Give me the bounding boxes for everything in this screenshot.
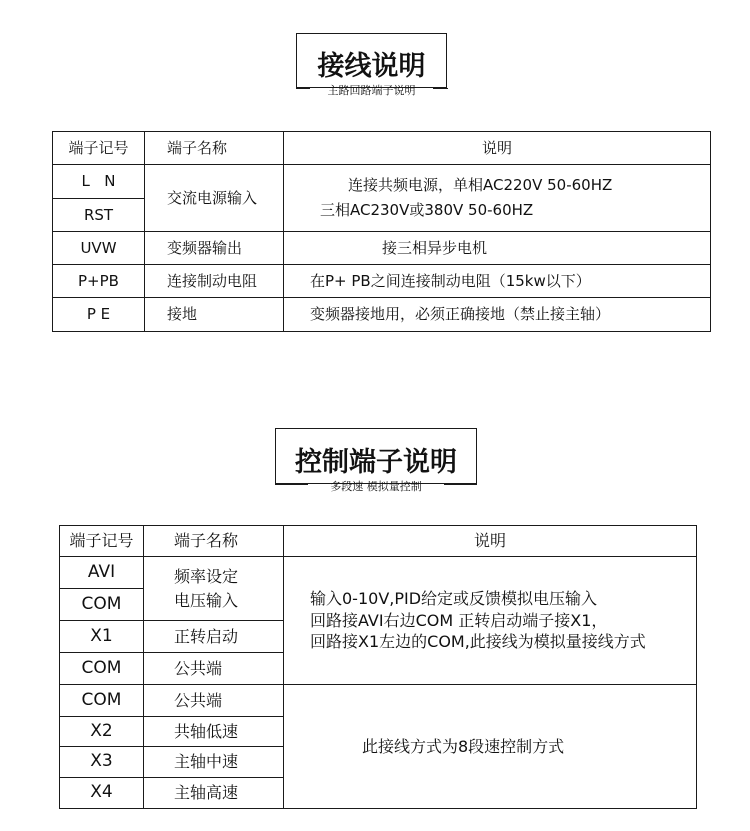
table-header-row xyxy=(60,526,697,557)
terminal-symbol: L N xyxy=(53,165,145,199)
section2-subtitle: 多段速 模拟量控制 xyxy=(330,480,422,493)
terminal-symbol: AVI xyxy=(60,557,144,589)
terminal-symbol: X2 xyxy=(60,717,144,747)
control-terminal-table xyxy=(59,525,697,809)
terminal-symbol: RST xyxy=(53,199,145,232)
terminal-name: 公共端 xyxy=(144,653,284,685)
terminal-desc: 接三相异步电机 xyxy=(284,232,711,265)
terminal-symbol: COM xyxy=(60,685,144,717)
terminal-name: 接地 xyxy=(145,298,284,332)
main-circuit-table xyxy=(52,131,711,332)
terminal-name: 变频器输出 xyxy=(145,232,284,265)
table-header-row xyxy=(53,132,711,165)
terminal-symbol: P E xyxy=(53,298,145,332)
terminal-name: 连接制动电阻 xyxy=(145,265,284,298)
terminal-desc: 在P+ PB之间连接制动电阻（15kw以下） xyxy=(284,265,711,298)
terminal-name: 主轴高速 xyxy=(144,778,284,809)
terminal-symbol: X3 xyxy=(60,747,144,778)
table-row xyxy=(53,165,711,199)
desc-line: 输入0-10V,PID给定或反馈模拟电压输入 xyxy=(310,589,598,609)
header-name: 端子名称 xyxy=(145,132,284,165)
terminal-name: 正转启动 xyxy=(144,621,284,653)
terminal-symbol: COM xyxy=(60,653,144,685)
desc-line: 回路接X1左边的COM,此接线为模拟量接线方式 xyxy=(310,632,646,652)
section1-subtitle: 主路回路端子说明 xyxy=(327,84,416,97)
terminal-desc xyxy=(284,557,697,685)
table-row xyxy=(53,232,711,265)
header-desc: 说明 xyxy=(284,526,697,557)
terminal-name xyxy=(144,557,284,621)
terminal-name: 公共端 xyxy=(144,685,284,717)
header-desc: 说明 xyxy=(284,132,711,165)
header-symbol: 端子记号 xyxy=(60,526,144,557)
terminal-symbol: COM xyxy=(60,589,144,621)
terminal-name: 交流电源输入 xyxy=(145,165,284,232)
terminal-desc: 变频器接地用，必须正确接地（禁止接主轴） xyxy=(284,298,711,332)
terminal-name: 主轴中速 xyxy=(144,747,284,778)
terminal-symbol: P+PB xyxy=(53,265,145,298)
table-row xyxy=(53,265,711,298)
terminal-desc xyxy=(284,165,711,232)
header-symbol: 端子记号 xyxy=(53,132,145,165)
header-name: 端子名称 xyxy=(144,526,284,557)
section1-title: 接线说明 xyxy=(317,51,426,82)
desc-line: 回路接AVI右边COM 正转启动端子接X1， xyxy=(310,610,608,630)
terminal-name: 共轴低速 xyxy=(144,717,284,747)
name-line: 频率设定 xyxy=(174,567,239,587)
terminal-symbol: X1 xyxy=(60,621,144,653)
terminal-symbol: X4 xyxy=(60,778,144,809)
terminal-symbol: UVW xyxy=(53,232,145,265)
table-row xyxy=(53,298,711,332)
table-row xyxy=(60,685,697,717)
desc-line: 连接共频电源，单相AC220V 50-60HZ xyxy=(348,176,613,195)
terminal-desc: 此接线方式为8段速控制方式 xyxy=(284,685,697,809)
table-row xyxy=(60,557,697,589)
section2-title: 控制端子说明 xyxy=(295,447,457,478)
name-line: 电压输入 xyxy=(174,590,239,610)
desc-line: 三相AC230V或380V 50-60HZ xyxy=(320,201,534,219)
